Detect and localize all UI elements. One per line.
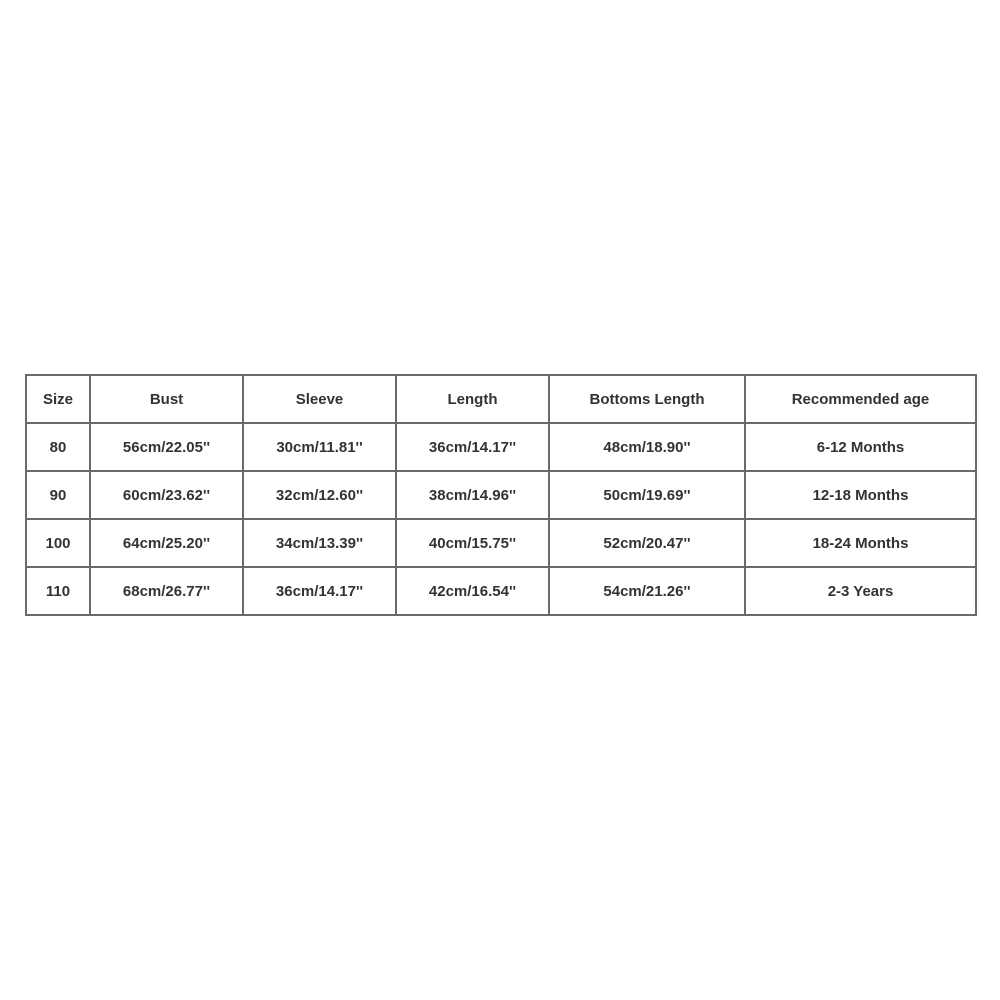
cell-size: 90 xyxy=(26,471,90,519)
cell-size: 100 xyxy=(26,519,90,567)
table-row xyxy=(26,567,976,615)
cell-bottoms-length: 54cm/21.26'' xyxy=(549,567,745,615)
cell-bust: 56cm/22.05'' xyxy=(90,423,243,471)
header-size: Size xyxy=(26,375,90,423)
cell-recommended-age: 2-3 Years xyxy=(745,567,976,615)
cell-size: 110 xyxy=(26,567,90,615)
cell-length: 36cm/14.17'' xyxy=(396,423,549,471)
cell-recommended-age: 6-12 Months xyxy=(745,423,976,471)
cell-sleeve: 36cm/14.17'' xyxy=(243,567,396,615)
cell-sleeve: 30cm/11.81'' xyxy=(243,423,396,471)
cell-bottoms-length: 52cm/20.47'' xyxy=(549,519,745,567)
table-row xyxy=(26,471,976,519)
size-chart-table xyxy=(25,374,977,616)
table-row xyxy=(26,519,976,567)
cell-length: 40cm/15.75'' xyxy=(396,519,549,567)
cell-recommended-age: 12-18 Months xyxy=(745,471,976,519)
header-bottoms-length: Bottoms Length xyxy=(549,375,745,423)
header-sleeve: Sleeve xyxy=(243,375,396,423)
header-bust: Bust xyxy=(90,375,243,423)
cell-recommended-age: 18-24 Months xyxy=(745,519,976,567)
header-recommended-age: Recommended age xyxy=(745,375,976,423)
cell-bottoms-length: 48cm/18.90'' xyxy=(549,423,745,471)
cell-bust: 60cm/23.62'' xyxy=(90,471,243,519)
cell-sleeve: 34cm/13.39'' xyxy=(243,519,396,567)
cell-bust: 64cm/25.20'' xyxy=(90,519,243,567)
header-length: Length xyxy=(396,375,549,423)
cell-length: 38cm/14.96'' xyxy=(396,471,549,519)
table-row xyxy=(26,423,976,471)
cell-sleeve: 32cm/12.60'' xyxy=(243,471,396,519)
cell-bust: 68cm/26.77'' xyxy=(90,567,243,615)
cell-size: 80 xyxy=(26,423,90,471)
cell-bottoms-length: 50cm/19.69'' xyxy=(549,471,745,519)
cell-length: 42cm/16.54'' xyxy=(396,567,549,615)
table-header-row xyxy=(26,375,976,423)
